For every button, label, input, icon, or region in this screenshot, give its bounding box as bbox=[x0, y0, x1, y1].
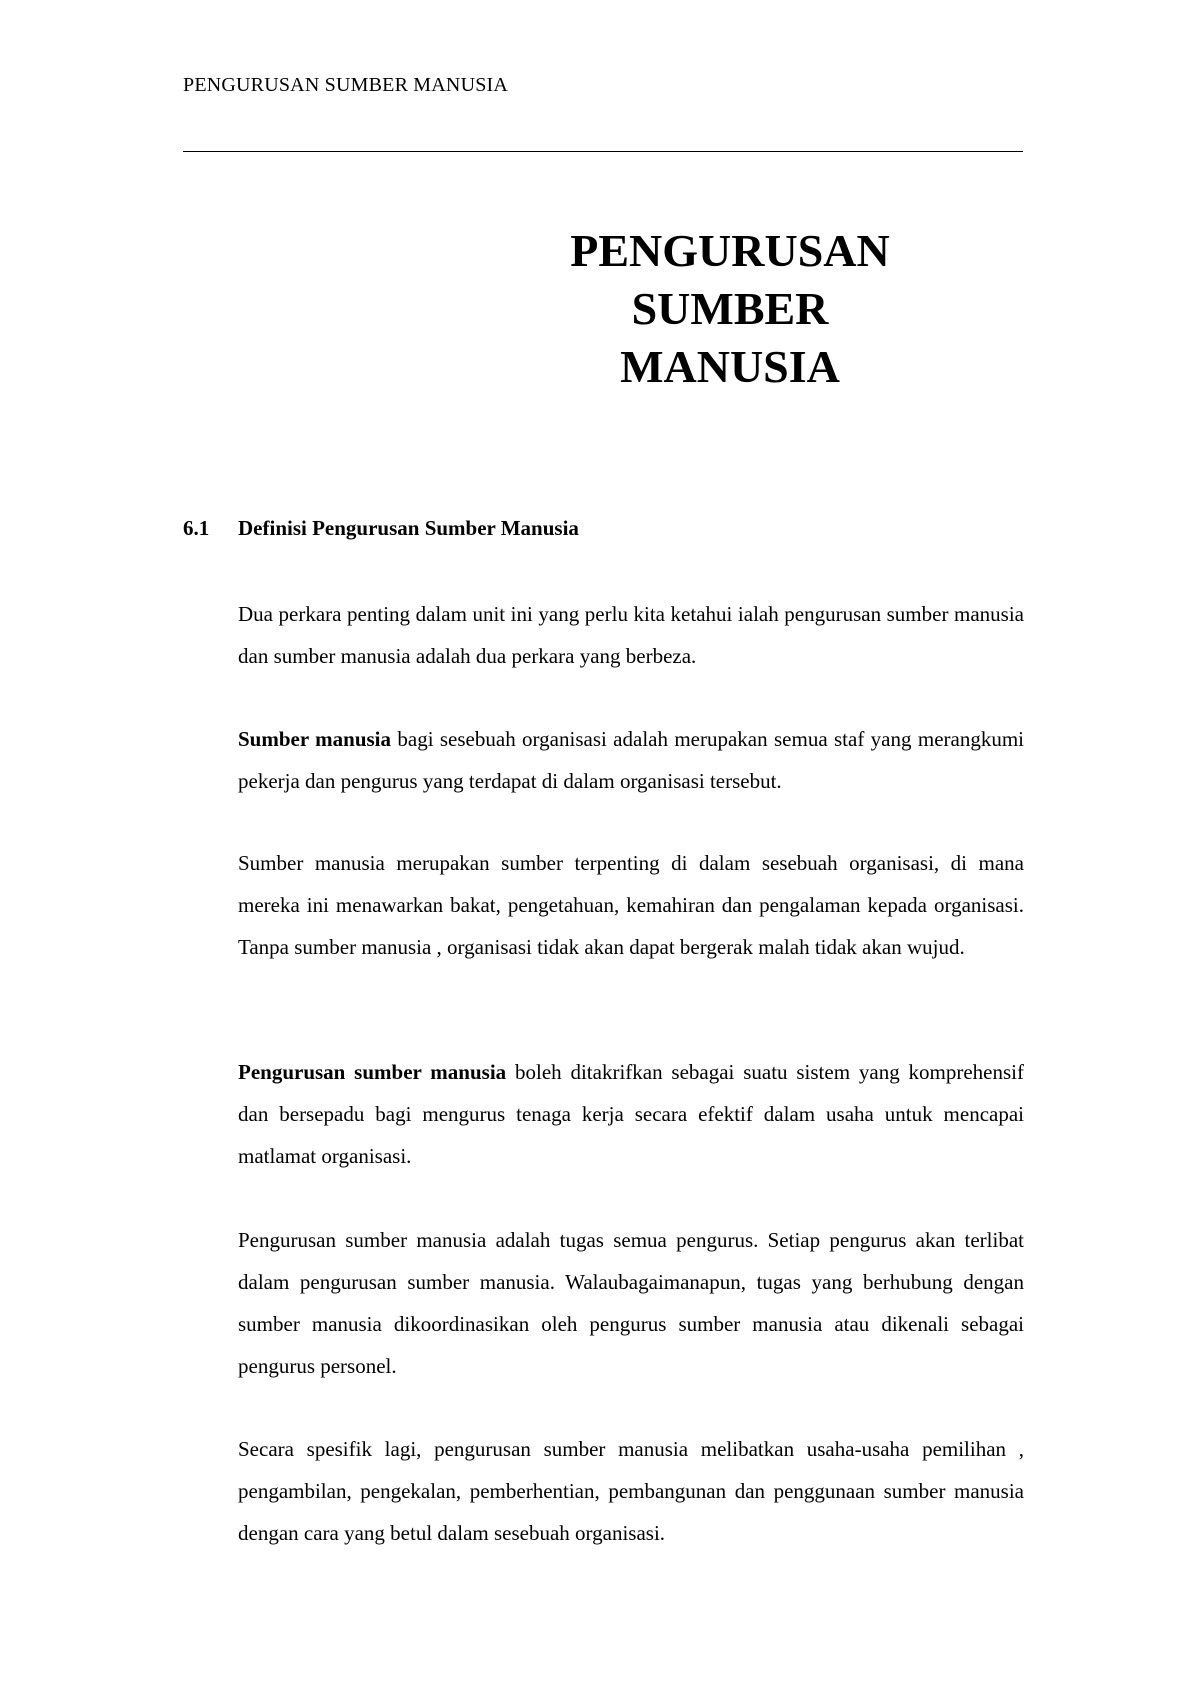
running-header: PENGURUSAN SUMBER MANUSIA bbox=[183, 74, 509, 96]
paragraph-2 bbox=[238, 718, 1024, 802]
paragraph-4 bbox=[238, 1051, 1024, 1177]
chapter-title-line-1: PENGURUSAN bbox=[570, 225, 890, 276]
paragraph-5: Pengurusan sumber manusia adalah tugas semua pengurus. Setiap pengurus akan terlibat dalam pengurusan sumber manusia. Walaubagaimanapun, tugas yang berhubung dengan sumber manusia dikoordinasikan oleh pengurus sumber manusia atau dikenali sebagai pengurus personel. bbox=[238, 1228, 1024, 1378]
paragraph-6: Secara spesifik lagi, pengurusan sumber manusia melibatkan usaha-usaha pemilihan , pengambilan, pengekalan, pemberhentian, pembangunan dan penggunaan sumber manusia dengan cara yang betul dalam sesebuah organisasi. bbox=[238, 1437, 1024, 1545]
section-heading bbox=[183, 516, 579, 541]
section-title: Definisi Pengurusan Sumber Manusia bbox=[238, 516, 579, 540]
section-number: 6.1 bbox=[183, 516, 210, 540]
chapter-title-line-3: MANUSIA bbox=[620, 341, 840, 392]
chapter-title bbox=[530, 222, 930, 396]
chapter-title-line-2: SUMBER bbox=[631, 283, 829, 334]
paragraph-1: Dua perkara penting dalam unit ini yang perlu kita ketahui ialah pengurusan sumber manusia dan sumber manusia adalah dua perkara yang berbeza. bbox=[238, 602, 1024, 668]
paragraph-4-text: boleh ditakrifkan sebagai suatu sistem yang komprehensif dan bersepadu bagi mengurus tenaga kerja secara efektif dalam usaha untuk mencapai matlamat organisasi. bbox=[238, 1060, 1024, 1168]
paragraph-2-text: bagi sesebuah organisasi adalah merupakan semua staf yang merangkumi pekerja dan pengurus yang terdapat di dalam organisasi tersebut. bbox=[238, 727, 1024, 793]
header-divider bbox=[183, 151, 1023, 152]
paragraph-3: Sumber manusia merupakan sumber terpenting di dalam sesebuah organisasi, di mana mereka ini menawarkan bakat, pengetahuan, kemahiran dan pengalaman kepada organisasi. Tanpa sumber manusia , organisasi tidak akan dapat bergerak malah tidak akan wujud. bbox=[238, 851, 1024, 959]
term-sumber-manusia: Sumber manusia bbox=[238, 727, 392, 751]
term-pengurusan-sumber-manusia: Pengurusan sumber manusia bbox=[238, 1060, 507, 1084]
